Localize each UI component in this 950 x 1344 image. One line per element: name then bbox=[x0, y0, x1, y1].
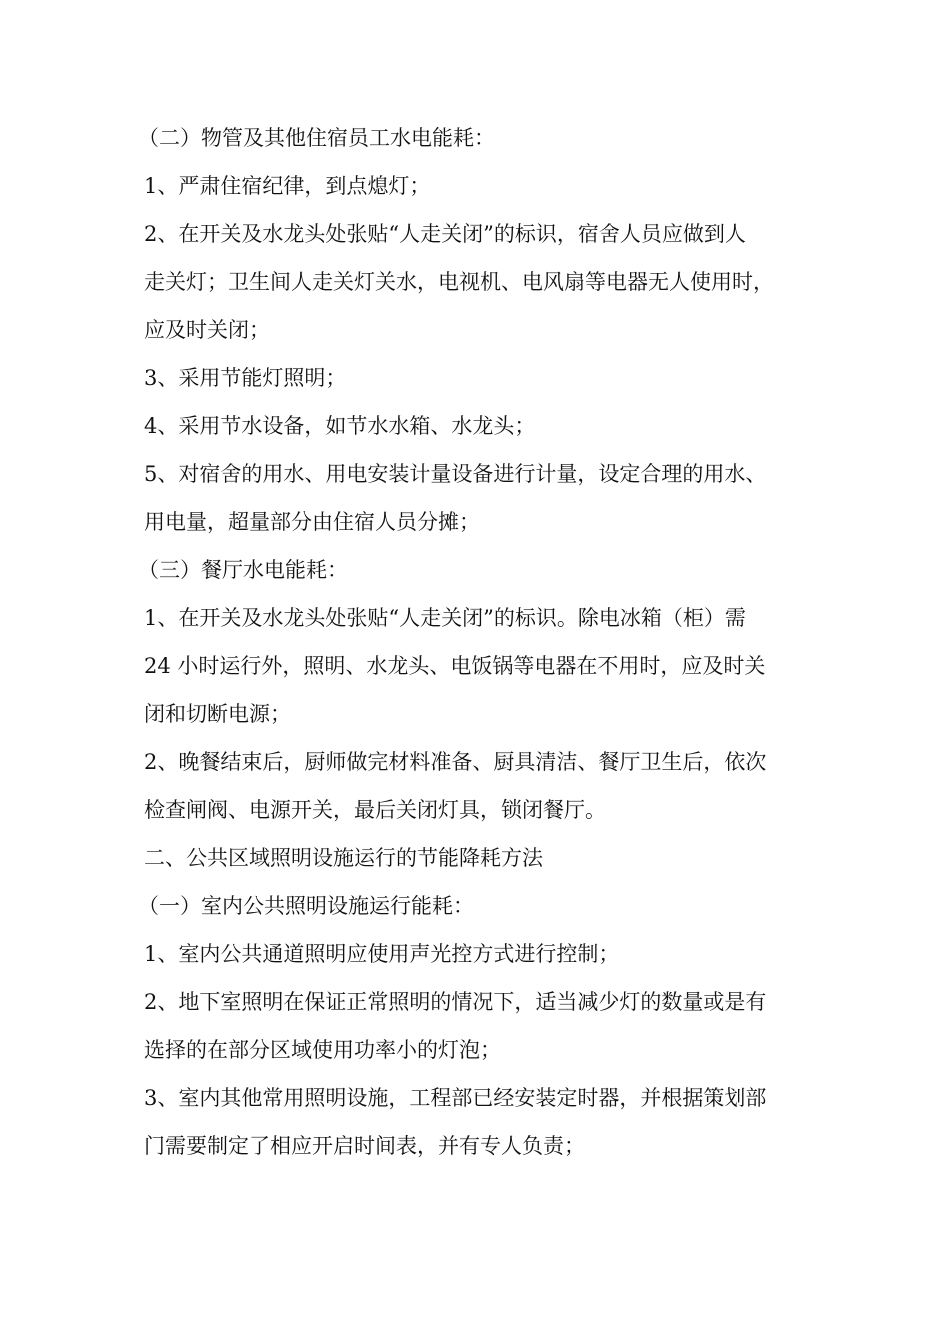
list-item-continuation: 应及时关闭； bbox=[144, 318, 270, 342]
list-item: 3、采用节能灯照明； bbox=[144, 366, 347, 390]
list-item: 2、在开关及水龙头处张贴“人走关闭”的标识，宿舍人员应做到人 bbox=[144, 222, 746, 246]
list-item: 3、室内其他常用照明设施，工程部已经安装定时器，并根据策划部 bbox=[144, 1086, 767, 1110]
list-item: 1、室内公共通道照明应使用声光控方式进行控制； bbox=[144, 942, 620, 966]
list-item-continuation: 24 小时运行外，照明、水龙头、电饭锅等电器在不用时，应及时关 bbox=[144, 654, 766, 678]
section-heading: （三）餐厅水电能耗： bbox=[138, 558, 348, 582]
list-item: 1、严肃住宿纪律，到点熄灯； bbox=[144, 174, 431, 198]
section-heading: （一）室内公共照明设施运行能耗： bbox=[138, 894, 474, 918]
list-item-continuation: 选择的在部分区域使用功率小的灯泡； bbox=[144, 1038, 501, 1062]
list-item-continuation: 门需要制定了相应开启时间表，并有专人负责； bbox=[144, 1134, 585, 1158]
chapter-heading: 二、公共区域照明设施运行的节能降耗方法 bbox=[144, 846, 543, 870]
list-item-continuation: 检查闸阀、电源开关，最后关闭灯具，锁闭餐厅。 bbox=[144, 798, 606, 822]
list-item: 2、地下室照明在保证正常照明的情况下，适当减少灯的数量或是有 bbox=[144, 990, 767, 1014]
list-item: 1、在开关及水龙头处张贴“人走关闭”的标识。除电冰箱（柜）需 bbox=[144, 606, 746, 630]
list-item: 5、对宿舍的用水、用电安装计量设备进行计量，设定合理的用水、 bbox=[144, 462, 767, 486]
list-item-continuation: 走关灯；卫生间人走关灯关水，电视机、电风扇等电器无人使用时， bbox=[144, 270, 774, 294]
list-item: 2、晚餐结束后，厨师做完材料准备、厨具清洁、餐厅卫生后，依次 bbox=[144, 750, 767, 774]
list-item: 4、采用节水设备，如节水水箱、水龙头； bbox=[144, 414, 536, 438]
list-item-continuation: 用电量，超量部分由住宿人员分摊； bbox=[144, 510, 480, 534]
section-heading: （二）物管及其他住宿员工水电能耗： bbox=[138, 126, 495, 150]
list-item-continuation: 闭和切断电源； bbox=[144, 702, 291, 726]
document-body bbox=[138, 114, 810, 1170]
